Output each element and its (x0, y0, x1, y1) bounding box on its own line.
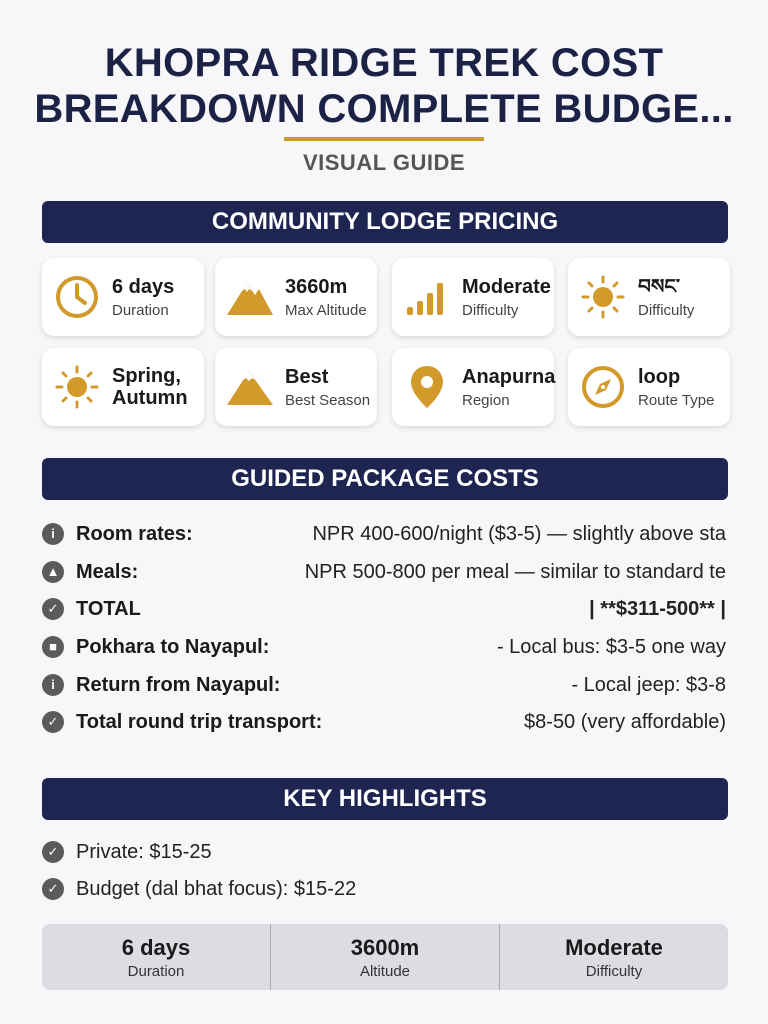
info-card-route (568, 348, 730, 426)
page-title (0, 40, 768, 132)
bell-icon: ▲ (42, 561, 64, 583)
cost-row-total (42, 594, 726, 624)
title-line-1: KHOPRA RIDGE TREK COST (104, 41, 664, 85)
cost-row-pokhara (42, 632, 726, 662)
check-icon: ✓ (42, 878, 64, 900)
sun-icon (52, 362, 102, 412)
card-label: Duration (112, 301, 169, 319)
section-banner-highlights: KEY HIGHLIGHTS (42, 778, 728, 820)
cost-row-transport-total (42, 707, 726, 737)
cost-value: NPR 500-800 per meal — similar to standard te (304, 560, 726, 583)
card-label: Route Type (638, 391, 715, 409)
sun-icon (578, 272, 628, 322)
summary-value: 3600m (350, 934, 420, 960)
highlight-text: Budget (dal bhat focus): $15-22 (76, 877, 357, 900)
cost-value: - Local jeep: $3-8 (571, 673, 726, 696)
bus-icon: ■ (42, 636, 64, 658)
summary-value: Moderate (565, 934, 663, 960)
info-card-best-season (215, 348, 377, 426)
mountain-icon (225, 272, 275, 322)
summary-bar (42, 924, 728, 990)
card-value: Best (285, 365, 329, 388)
check-icon: ✓ (42, 841, 64, 863)
summary-duration (42, 924, 270, 990)
cost-label: TOTAL (76, 597, 141, 620)
summary-value: 6 days (121, 934, 191, 960)
section-banner-lodge: COMMUNITY LODGE PRICING (42, 201, 728, 243)
map-pin-icon (402, 362, 452, 412)
cost-value: | **$311-500** | (589, 597, 726, 620)
card-label: Region (462, 391, 510, 409)
highlight-item (42, 874, 356, 904)
page-subtitle: VISUAL GUIDE (302, 150, 466, 175)
cost-value: NPR 400-600/night ($3-5) — slightly above sta (312, 522, 726, 545)
cost-row-meals (42, 557, 726, 587)
info-card-difficulty-2 (568, 258, 730, 336)
card-value: བསང་ (638, 275, 681, 298)
cost-row-room (42, 519, 726, 549)
title-line-2: BREAKDOWN COMPLETE BUDGE... (34, 87, 734, 131)
card-value: 6 days (112, 275, 175, 298)
cost-label: Room rates: (76, 522, 193, 545)
info-card-season (42, 348, 204, 426)
cost-label: Total round trip transport: (76, 710, 323, 733)
summary-label: Duration (127, 962, 185, 980)
summary-label: Difficulty (585, 962, 643, 980)
bar-chart-icon (402, 272, 452, 322)
card-value: Spring, (112, 365, 181, 387)
summary-difficulty (499, 924, 728, 990)
check-icon: ✓ (42, 711, 64, 733)
info-card-duration (42, 258, 204, 336)
card-label: Best Season (285, 391, 371, 409)
info-icon: i (42, 523, 64, 545)
card-value-2: Autumn (112, 387, 188, 409)
card-value: 3660m (285, 275, 348, 298)
title-divider (284, 137, 484, 141)
cost-row-return (42, 670, 726, 700)
cost-value: - Local bus: $3-5 one way (496, 635, 726, 658)
info-icon: i (42, 674, 64, 696)
card-value: Anapurna (462, 365, 556, 388)
info-card-region (392, 348, 554, 426)
info-card-altitude (215, 258, 377, 336)
cost-label: Meals: (76, 560, 139, 583)
cost-value: $8-50 (very affordable) (524, 710, 726, 733)
card-value: loop (638, 365, 681, 388)
card-label: Difficulty (462, 301, 519, 319)
card-label: Difficulty (638, 301, 695, 319)
info-card-difficulty (392, 258, 554, 336)
compass-icon (578, 362, 628, 412)
card-value: Moderate (462, 275, 551, 298)
cost-label: Return from Nayapul: (76, 673, 281, 696)
section-banner-guided: GUIDED PACKAGE COSTS (42, 458, 728, 500)
summary-label: Altitude (359, 962, 411, 980)
clock-icon (52, 272, 102, 322)
cost-label: Pokhara to Nayapul: (76, 635, 270, 658)
mountain-icon (225, 362, 275, 412)
card-label: Max Altitude (285, 301, 367, 319)
highlight-text: Private: $15-25 (76, 840, 212, 863)
check-icon: ✓ (42, 598, 64, 620)
highlight-item (42, 837, 212, 867)
summary-altitude (270, 924, 499, 990)
